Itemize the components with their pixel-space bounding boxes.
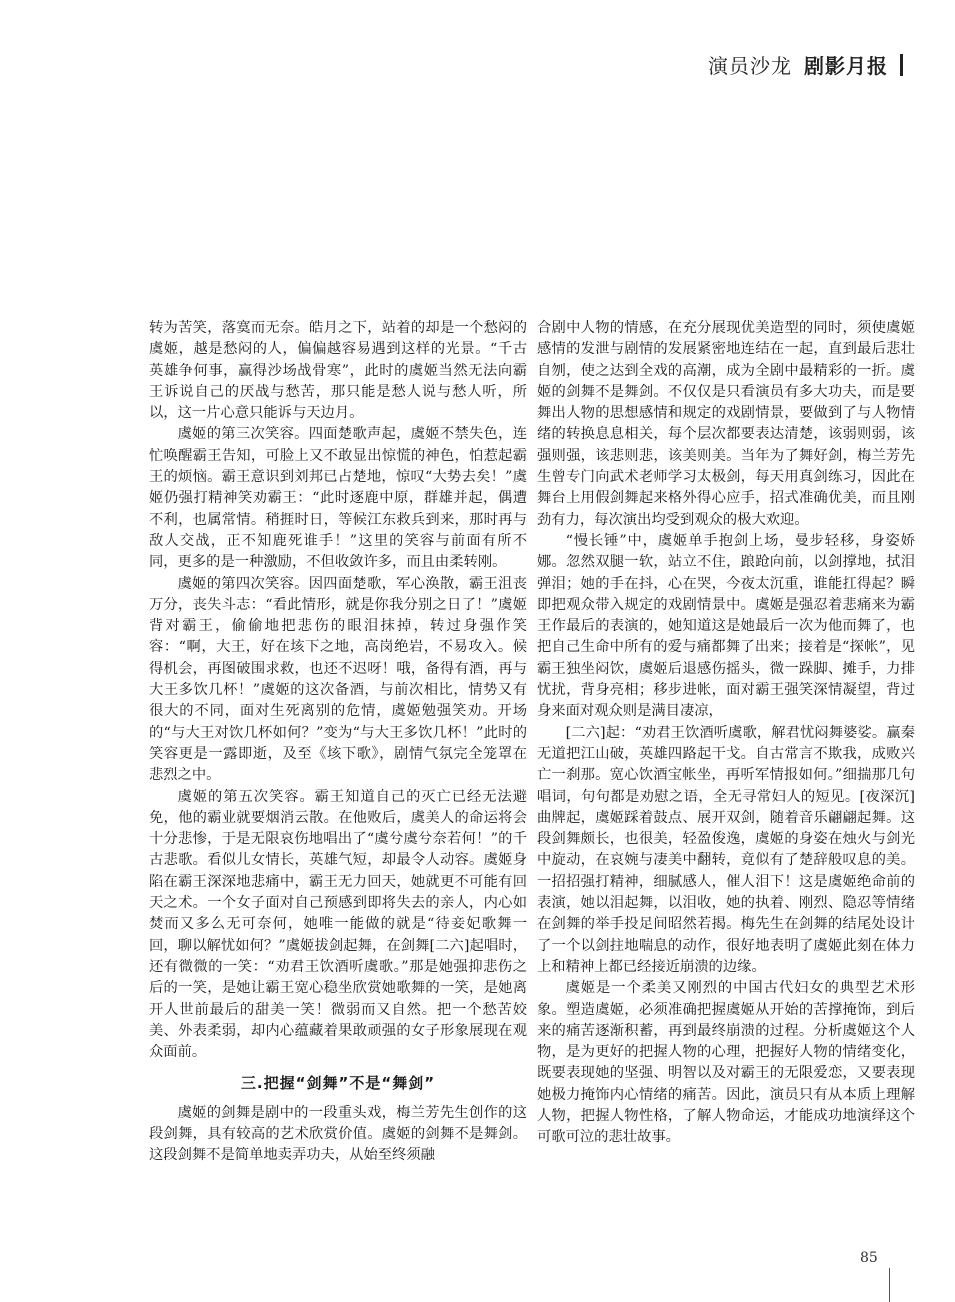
paragraph: [二六]起：“劝君王饮酒听虞歌，解君忧闷舞婆娑。赢秦无道把江山破，英雄四路起干戈。自古常言不欺我，成败兴亡一刹那。宽心饮酒宝帐坐，再听军情报如何。”细揣那几句唱词，句句都是劝慰之语，全无寻常妇人的短见。[夜深沉]曲牌起，虞姬踩着鼓点、展开双剑，随着音乐翩翩起舞。这段剑舞颇长，也很美，轻盈俊逸，虞姬的身姿在烛火与剑光中旋动，在哀婉与凄美中翻转，竟似有了楚辞般叹息的美。一招招强打精神，细腻感人，催人泪下！这是虞姬绝命前的表演，她以泪起舞，以泪收，她的执着、刚烈、隐忍等情绪在剑舞的举手投足间昭然若揭。梅先生在剑舞的结尾处设计了一个以剑拄地喘息的动作，很好地表明了虞姬此刻在体力上和精神上都已经接近崩溃的边缘。: [537, 724, 915, 975]
paragraph: 虞姬的第四次笑容。因四面楚歌，军心涣散，霸王沮丧万分，丧失斗志：“看此情形，就是你我分别之日了！”虞姬背对霸王，偷偷地把悲伤的眼泪抹掉，转过身强作笑容：“啊，大王，好在垓下之地，高岗绝岩，不易攻入。候得机会，再图破围求救，也还不迟呀！哦，备得有酒，再与大王多饮几杯！”虞姬的这次备酒，与前次相比，情势又有很大的不同，面对生死离别的危情，虞姬勉强笑劝。开场的“与大王对饮几杯如何？”变为“与大王多饮几杯！”此时的笑容更是一露即逝，及至《垓下歌》，剧情气氛完全笼罩在悲烈之中。: [149, 575, 527, 784]
paragraph: 虞姬是一个柔美又刚烈的中国古代妇女的典型艺术形象。塑造虞姬，必须准确把握虞姬从开始的苦撑掩饰，到后来的痛苦逐渐积蓄，再到最终崩溃的过程。分析虞姬这个人物，是为更好的把握人物的心理，把握好人物的情绪变化，既要表现她的坚强、明智以及对霸王的无限爱恋，又要表现她极力掩饰内心情绪的痛苦。因此，演员只有从本质上理解人物，把握人物性格，了解人物命运，才能成功地演绎这个可歌可泣的悲壮故事。: [537, 980, 915, 1146]
section-heading: 三.把握“剑舞”不是“舞剑”: [240, 1074, 436, 1093]
magazine-title: 剧影月报: [804, 54, 888, 78]
paragraph: 转为苦笑，落寞而无奈。皓月之下，站着的却是一个愁闷的虞姬，越是愁闷的人，偏偏越容易遇到这样的光景。“千古英雄争何事，赢得沙场战骨寒”，此时的虞姬当然无法向霸王诉说自己的厌战与愁苦，那只能是愁人说与愁人听，所以，这一片心意只能诉与天边月。: [149, 320, 527, 422]
section-title: 演员沙龙: [708, 54, 792, 78]
page-header: [708, 50, 903, 79]
right-column: [537, 318, 915, 1149]
paragraph: 虞姬的第三次笑容。四面楚歌声起，虞姬不禁失色，连忙唤醒霸王告知，可脸上又不敢显出惊慌的神色，怕惹起霸王的烦恼。霸王意识到刘邦已占楚地，惊叹“大势去矣！”虞姬仍强打精神笑劝霸王：“此时逐鹿中原，群雄并起，偶遭不利，也属常情。稍捱时日，等候江东救兵到来，那时再与敌人交战，正不知鹿死谁手！”这里的笑容与前面有所不同，更多的是一种激励，不但收敛许多，而且由柔转刚。: [149, 426, 527, 571]
paragraph: 虞姬的第五次笑容。霸王知道自己的灭亡已经无法避免，他的霸业就要烟消云散。在他败后，虞美人的命运将会十分悲惨，于是无限哀伤地唱出了“虞兮虞兮奈若何！”的千古悲歌。看似儿女情长，英雄气短，却最令人动容。虞姬身陷在霸王深深地悲痛中，霸王无力回天，她就更不可能有回天之术。一个女子面对自己预感到即将失去的亲人，内心如焚而又多么无可奈何，她唯一能做的就是“待妾妃歌舞一回，聊以解忧如何？”虞姬拔剑起舞，在剑舞[二六]起唱时，还有微微的一笑：“劝君王饮酒听虞歌。”那是她强抑悲伤之后的一笑，是她让霸王宽心稳坐欣赏她歌舞的一笑，是她离开人世前最后的甜美一笑！微弱而又自然。把一个愁苦姣美、外表柔弱，却内心蕴藏着果敢顽强的女子形象展现在观众面前。: [149, 788, 527, 1061]
left-column: [149, 318, 527, 1167]
paragraph: 合剧中人物的情感，在充分展现优美造型的同时，须使虞姬感情的发泄与剧情的发展紧密地连结在一起，直到最后悲壮自刎，使之达到全戏的高潮，成为全剧中最精彩的一折。虞姬的剑舞不是舞剑。不仅仅是只看演员有多大功夫，而是要舞出人物的思想感情和规定的戏剧情景，要做到了与人物情绪的转换息息相关，每个层次都要表达清楚，该弱则弱，该强则强，该悲则悲，该美则美。当年为了舞好剑，梅兰芳先生曾专门向武术老师学习太极剑，每天用真剑练习，因此在舞台上用假剑舞起来格外得心应手，招式准确优美，而且刚劲有力，每次演出均受到观众的极大欢迎。: [537, 320, 915, 528]
header-bar: [900, 54, 903, 76]
paragraph: “慢长锤”中，虞姬单手抱剑上场，曼步轻移，身姿娇娜。忽然双腿一软，站立不住，踉跄向前，以剑撑地，拭泪弹泪；她的手在抖，心在哭，今夜太沉重，谁能扛得起？瞬即把观众带入规定的戏剧情景中。虞姬是强忍着悲痛来为霸王作最后的表演的，她知道这是她最后一次为他而舞了，也把自己生命中所有的爱与痛都舞了出来；接着是“探帐”，见霸王独坐闷饮，虞姬后退感伤摇头，微一跺脚、摊手，力排忧扰，背身亮相；移步进帐，面对霸王强笑深情凝望，背过身来面对观众则是满目凄凉，: [537, 532, 915, 720]
margin-line: [889, 1268, 890, 1302]
page-number: 85: [860, 1250, 878, 1266]
paragraph: 虞姬的剑舞是剧中的一段重头戏，梅兰芳先生创作的这段剑舞，具有较高的艺术欣赏价值。虞姬的剑舞不是舞剑。这段剑舞不是简单地卖弄功夫，从始至终须融: [149, 1104, 527, 1164]
